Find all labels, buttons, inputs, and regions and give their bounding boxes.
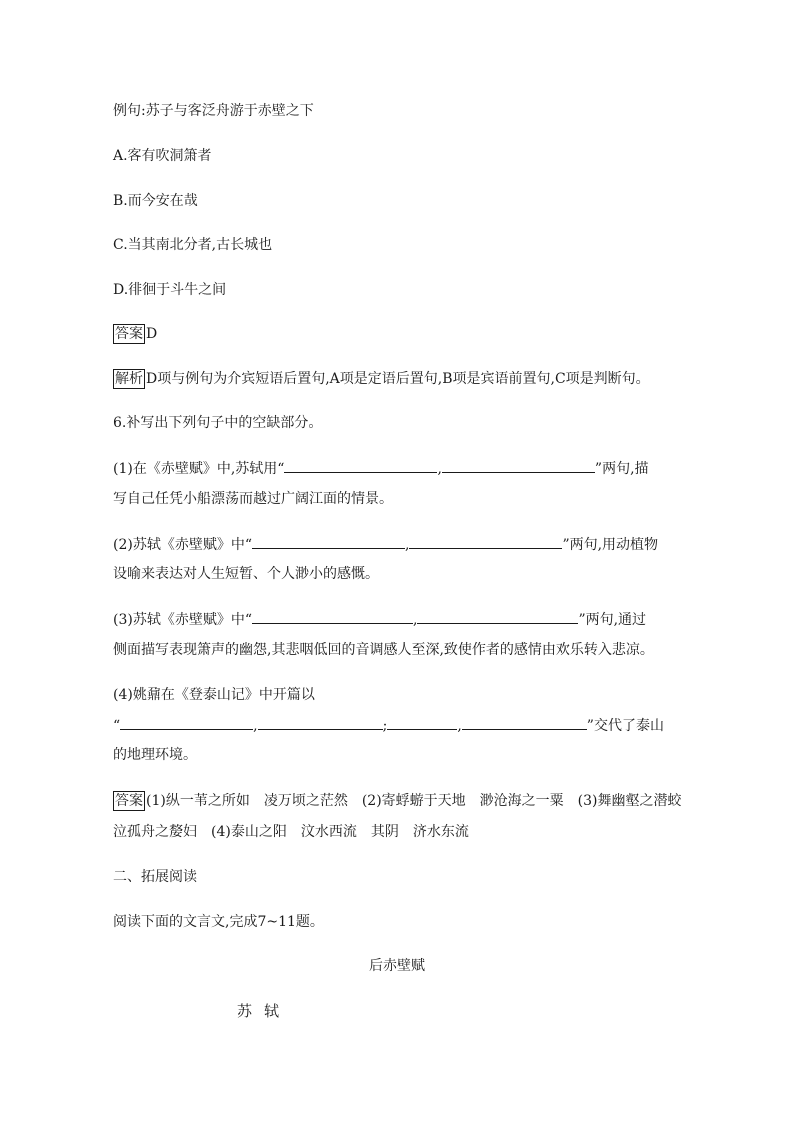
answer-tag: 答案 [115,793,143,809]
text-segment: “ [113,718,121,734]
question-6-4-line-2 [113,715,664,736]
answer-5-text: D [146,326,158,342]
text-segment: ; [382,718,388,734]
option-b: B.而今安在哉 [113,193,198,209]
blank-field[interactable] [284,458,437,473]
analysis-5-text: D项与例句为介宾短语后置句,A项是定语后置句,B项是宾语前置句,C项是判断句。 [146,371,650,387]
answer-6-line-2: 泣孤舟之嫠妇 (4)泰山之阳 汶水西流 其阴 济水东流 [113,824,469,840]
example-sentence: 例句:苏子与客泛舟游于赤壁之下 [113,103,314,119]
question-6-1-line-2: 写自己任凭小船漂荡而越过广阔江面的情景。 [113,491,393,507]
text-segment: (2)苏轼《赤壁赋》中“ [113,537,252,553]
blank-field[interactable] [252,534,405,549]
option-d: D.徘徊于斗牛之间 [113,282,227,298]
question-6-title: 6.补写出下列句子中的空缺部分。 [113,415,323,431]
question-6-1-line-1 [113,458,649,479]
text-segment: , [405,537,410,553]
text-segment: , [437,461,442,477]
reading-instruction: 阅读下面的文言文,完成7~11题。 [113,914,324,930]
text-segment: ”两句,描 [594,461,649,477]
analysis-5 [113,369,650,389]
blank-field[interactable] [120,715,253,730]
section-heading: 二、拓展阅读 [113,869,197,885]
answer-6-text: (1)纵一苇之所如 凌万顷之茫然 (2)寄蜉蝣于天地 渺沧海之一粟 (3)舞幽壑之潜蛟 [146,793,682,809]
blank-field[interactable] [462,715,587,730]
question-6-3-line-2: 侧面描写表现箫声的幽怨,其悲咽低回的音调感人至深,致使作者的感情由欢乐转入悲凉。 [113,642,654,658]
text-segment: (1)在《赤壁赋》中,苏轼用“ [113,461,285,477]
question-6-4-line-3: 的地理环境。 [113,747,197,763]
blank-field[interactable] [417,609,578,624]
question-6-3-line-1 [113,609,646,630]
analysis-tag: 解析 [115,371,143,387]
text-segment: , [457,718,462,734]
poem-title: 后赤壁赋 [369,958,425,974]
question-6-2-line-2: 设喻来表达对人生短暂、个人渺小的感慨。 [113,566,379,582]
text-segment: (3)苏轼《赤壁赋》中“ [113,612,252,628]
answer-5 [113,324,157,344]
text-segment: ”两句,通过 [578,612,647,628]
text-segment: ”两句,用动植物 [562,537,659,553]
answer-6-line-1 [113,791,682,811]
blank-field[interactable] [258,715,383,730]
blank-field[interactable] [252,609,413,624]
option-a: A.客有吹洞箫者 [113,148,212,164]
answer-tag: 答案 [115,326,143,342]
question-6-2-line-1 [113,534,658,555]
text-segment: , [413,612,418,628]
blank-field[interactable] [387,715,457,730]
question-6-4-line-1: (4)姚鼐在《登泰山记》中开篇以 [113,687,315,703]
poem-author: 苏轼 [237,1002,292,1020]
blank-field[interactable] [409,534,562,549]
blank-field[interactable] [442,458,595,473]
text-segment: , [253,718,258,734]
text-segment: ”交代了泰山 [586,718,664,734]
option-c: C.当其南北分者,古长城也 [113,237,273,253]
